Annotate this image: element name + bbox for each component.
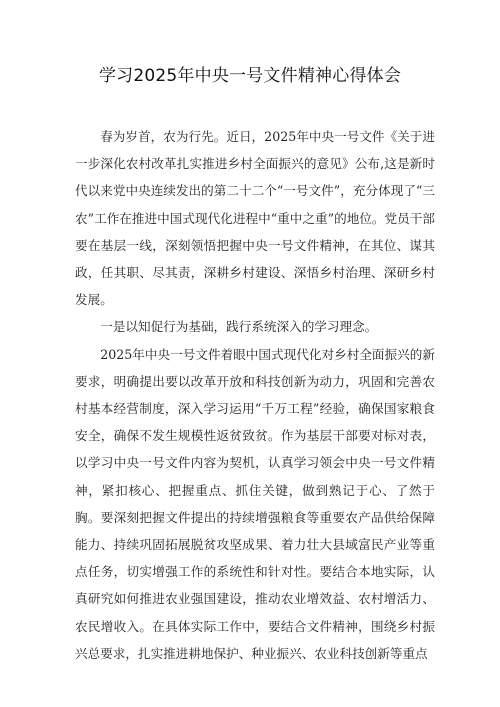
document-body (75, 123, 435, 667)
paragraph-section-body: 2025年中央一号文件着眼中国式现代化对乡村全面振兴的新要求，明确提出要以改革开放和科技创新为动力，巩固和完善农村基本经营制度，深入学习运用“千万工程”经验，确保国家粮食安全，确保不发生规模性返贫致贫。作为基层干部要对标对表，以学习中央一号文件内容为契机，认真学习领会中央一号文件精神，紧扣核心、把握重点、抓住关键，做到熟记于心、了然于胸。要深刻把握文件提出的持续增强粮食等重要农产品供给保障能力、持续巩固拓展脱贫攻坚成果、着力壮大县域富民产业等重点任务，切实增强工作的系统性和针对性。要结合本地实际，认真研究如何推进农业强国建设，推动农业增效益、农村增活力、农民增收入。在具体实际工作中，要结合文件精神，围绕乡村振兴总要求，扎实推进耕地保护、种业振兴、农业科技创新等重点 (75, 346, 435, 661)
document-title: 学习2025年中央一号文件精神心得体会 (98, 66, 402, 86)
paragraph-intro: 春为岁首，农为行先。近日，2025年中央一号文件《关于进一步深化农村改革扎实推进乡村全面振兴的意见》公布,这是新时代以来党中央连续发出的第二十二个“一号文件”，充分体现了“三农”工作在推进中国式现代化进程中“重中之重”的地位。党员干部要在基层一线，深刻领悟把握中央一号文件精神，在其位、谋其政，任其职、尽其责，深耕乡村建设、深悟乡村治理、深研乡村发展。 (75, 129, 435, 308)
paragraph-section-heading: 一是以知促行为基础，践行系统深入的学习理念。 (100, 319, 378, 335)
